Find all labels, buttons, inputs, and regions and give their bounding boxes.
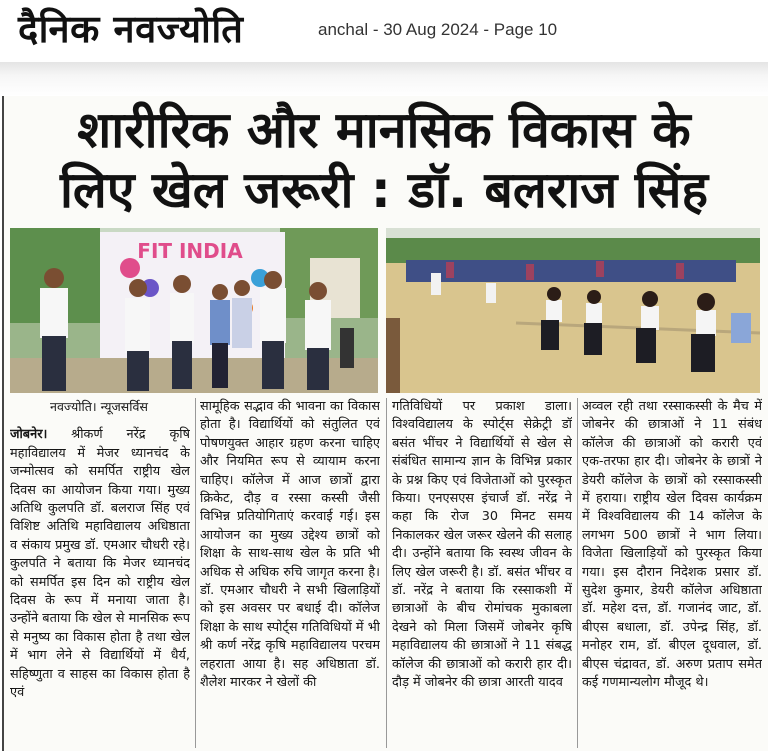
- photo-award-ceremony: [10, 228, 378, 393]
- masthead: [0, 0, 768, 62]
- article-column-3: गतिविधियों पर प्रकाश डाला। विश्वविद्यालय के स्पोर्ट्स सेक्रेट्री डॉ बसंत भींचर ने विद्यार्थियों से खेल से संबंधित सामान्य ज्ञान के विभिन्न प्रकार के प्रश्न किए एवं विजेताओं को पुरस्कृत किया। एनएसएस इंचार्ज डॉ. नरेंद्र ने कहा कि रोज 30 मिनट समय निकालकर खेल जरूर खेलने की सलाह दी। उन्होंने बताया कि स्वस्थ जीवन के लिए खेल जरूरी है। डॉ. बसंत भींचर व डॉ. नरेंद्र ने बताया कि रस्साकशी में छात्राओं के बीच रोमांचक मुकाबला देखने को मिला जिसमें जोबनेर कृषि महाविद्यालय की छात्राओं ने 11 संबद्ध कॉलेज की छात्राओं को करारी हार दी। दौड़ में जोबनेर की छात्रा आरती यादव: [392, 399, 572, 691]
- dateline: जोबनेर।: [10, 427, 48, 443]
- photo-tug-of-war: [386, 228, 760, 393]
- fit-india-banner-text: FIT INDIA: [137, 239, 243, 263]
- headline-line-1: शारीरिक और मानसिक विकास के: [77, 101, 691, 159]
- header-band: [0, 62, 768, 96]
- column-rule: [386, 398, 387, 748]
- clipping-border: [2, 96, 4, 751]
- byline: नवज्योति। न्यूजसर्विस: [50, 399, 148, 414]
- column-1-text: श्रीकर्ण नरेंद्र कृषि महाविद्यालय में मेजर ध्यानचंद के जन्मोत्सव को समर्पित राष्ट्रीय खेल दिवस का आयोजन किया गया। मुख्य अतिथि कुलपति डॉ. बलराज सिंह एवं विशिष्ट अतिथि महाविद्यालय अधिष्ठाता व संकाय प्रमुख डॉ. एमआर चौधरी रहे। कुलपति ने बताया कि मेजर ध्यानचंद को समर्पित इस दिन को राष्ट्रीय खेल दिवस के रूप में मनाया जाता है। उन्होंने बताया कि खेल से मानसिक रूप से मनुष्य का विकास होता है तथा खेल में भाग लेने से विद्यार्थियों में धैर्य, सहिष्णुता व साहस का विकास होता है एवं: [10, 427, 190, 701]
- newspaper-logo: दैनिक नवज्योति: [18, 7, 244, 51]
- column-rule: [577, 398, 578, 748]
- photo-tug-of-war-image: [386, 228, 760, 393]
- article-column-4: अव्वल रही तथा रस्साकस्सी के मैच में जोबनेर की छात्राओं ने 11 संबंध कॉलेज की छात्राओं को करारी एवं एक-तरफा हार दी। जोबनेर के छात्रों ने डेयरी कॉलेज के छात्रों को रस्साकस्सी में हराया। राष्ट्रीय खेल दिवस कार्यक्रम में विश्वविद्यालय की 14 कॉलेज के लगभग 500 छात्रों ने भाग लिया। विजेता खिलाड़ियों को पुरस्कृत किया गया। इस दौरान निदेशक प्रसार डॉ. सुदेश कुमार, डेयरी कॉलेज अधिष्ठाता डॉ. महेश दत्त, डॉ. गजानंद जाट, डॉ. बीएस बधाला, डॉ. उपेन्द्र सिंह, डॉ. मनोहर राम, डॉ. बीएल दूधवाल, डॉ. बीएस चंद्रावत, डॉ. अरुण प्रताप समेत कई गणमान्यलोग मौजूद थे।: [582, 399, 762, 691]
- headline-line-2: लिए खेल जरूरी : डॉ. बलराज सिंह: [59, 161, 709, 219]
- article-column-2: सामूहिक सद्भाव की भावना का विकास होता है। विद्यार्थियों को संतुलित एवं पोषणयुक्त आहार ग्रहण करना चाहिए और नियमित रूप से व्यायाम करना चाहिए। कॉलेज में आज छात्रों द्वारा क्रिकेट, दौड़ व रस्सा कस्सी जैसी विभिन्न प्रतियोगिताएं करवाई गई। इस आयोजन का मुख्य उद्देश्य छात्रों को शिक्षा के साथ-साथ खेल के प्रति भी अधिक से अधिक रुचि जागृत करना है। डॉ. एमआर चौधरी ने सभी खिलाड़ियों को इस अवसर पर बधाई दी। कॉलेज शिक्षा के साथ स्पोर्ट्स गतिविधियों में भी श्री कर्ण नरेंद्र कृषि महाविद्यालय परचम लहराता आया है। सह अधिष्ठाता डॉ. शैलेश मारकर ने खेलों की: [200, 399, 380, 691]
- column-rule: [195, 398, 196, 748]
- photo-award-ceremony-image: [10, 228, 378, 393]
- article-column-1: [10, 398, 190, 748]
- edition-info: anchal - 30 Aug 2024 - Page 10: [318, 20, 558, 39]
